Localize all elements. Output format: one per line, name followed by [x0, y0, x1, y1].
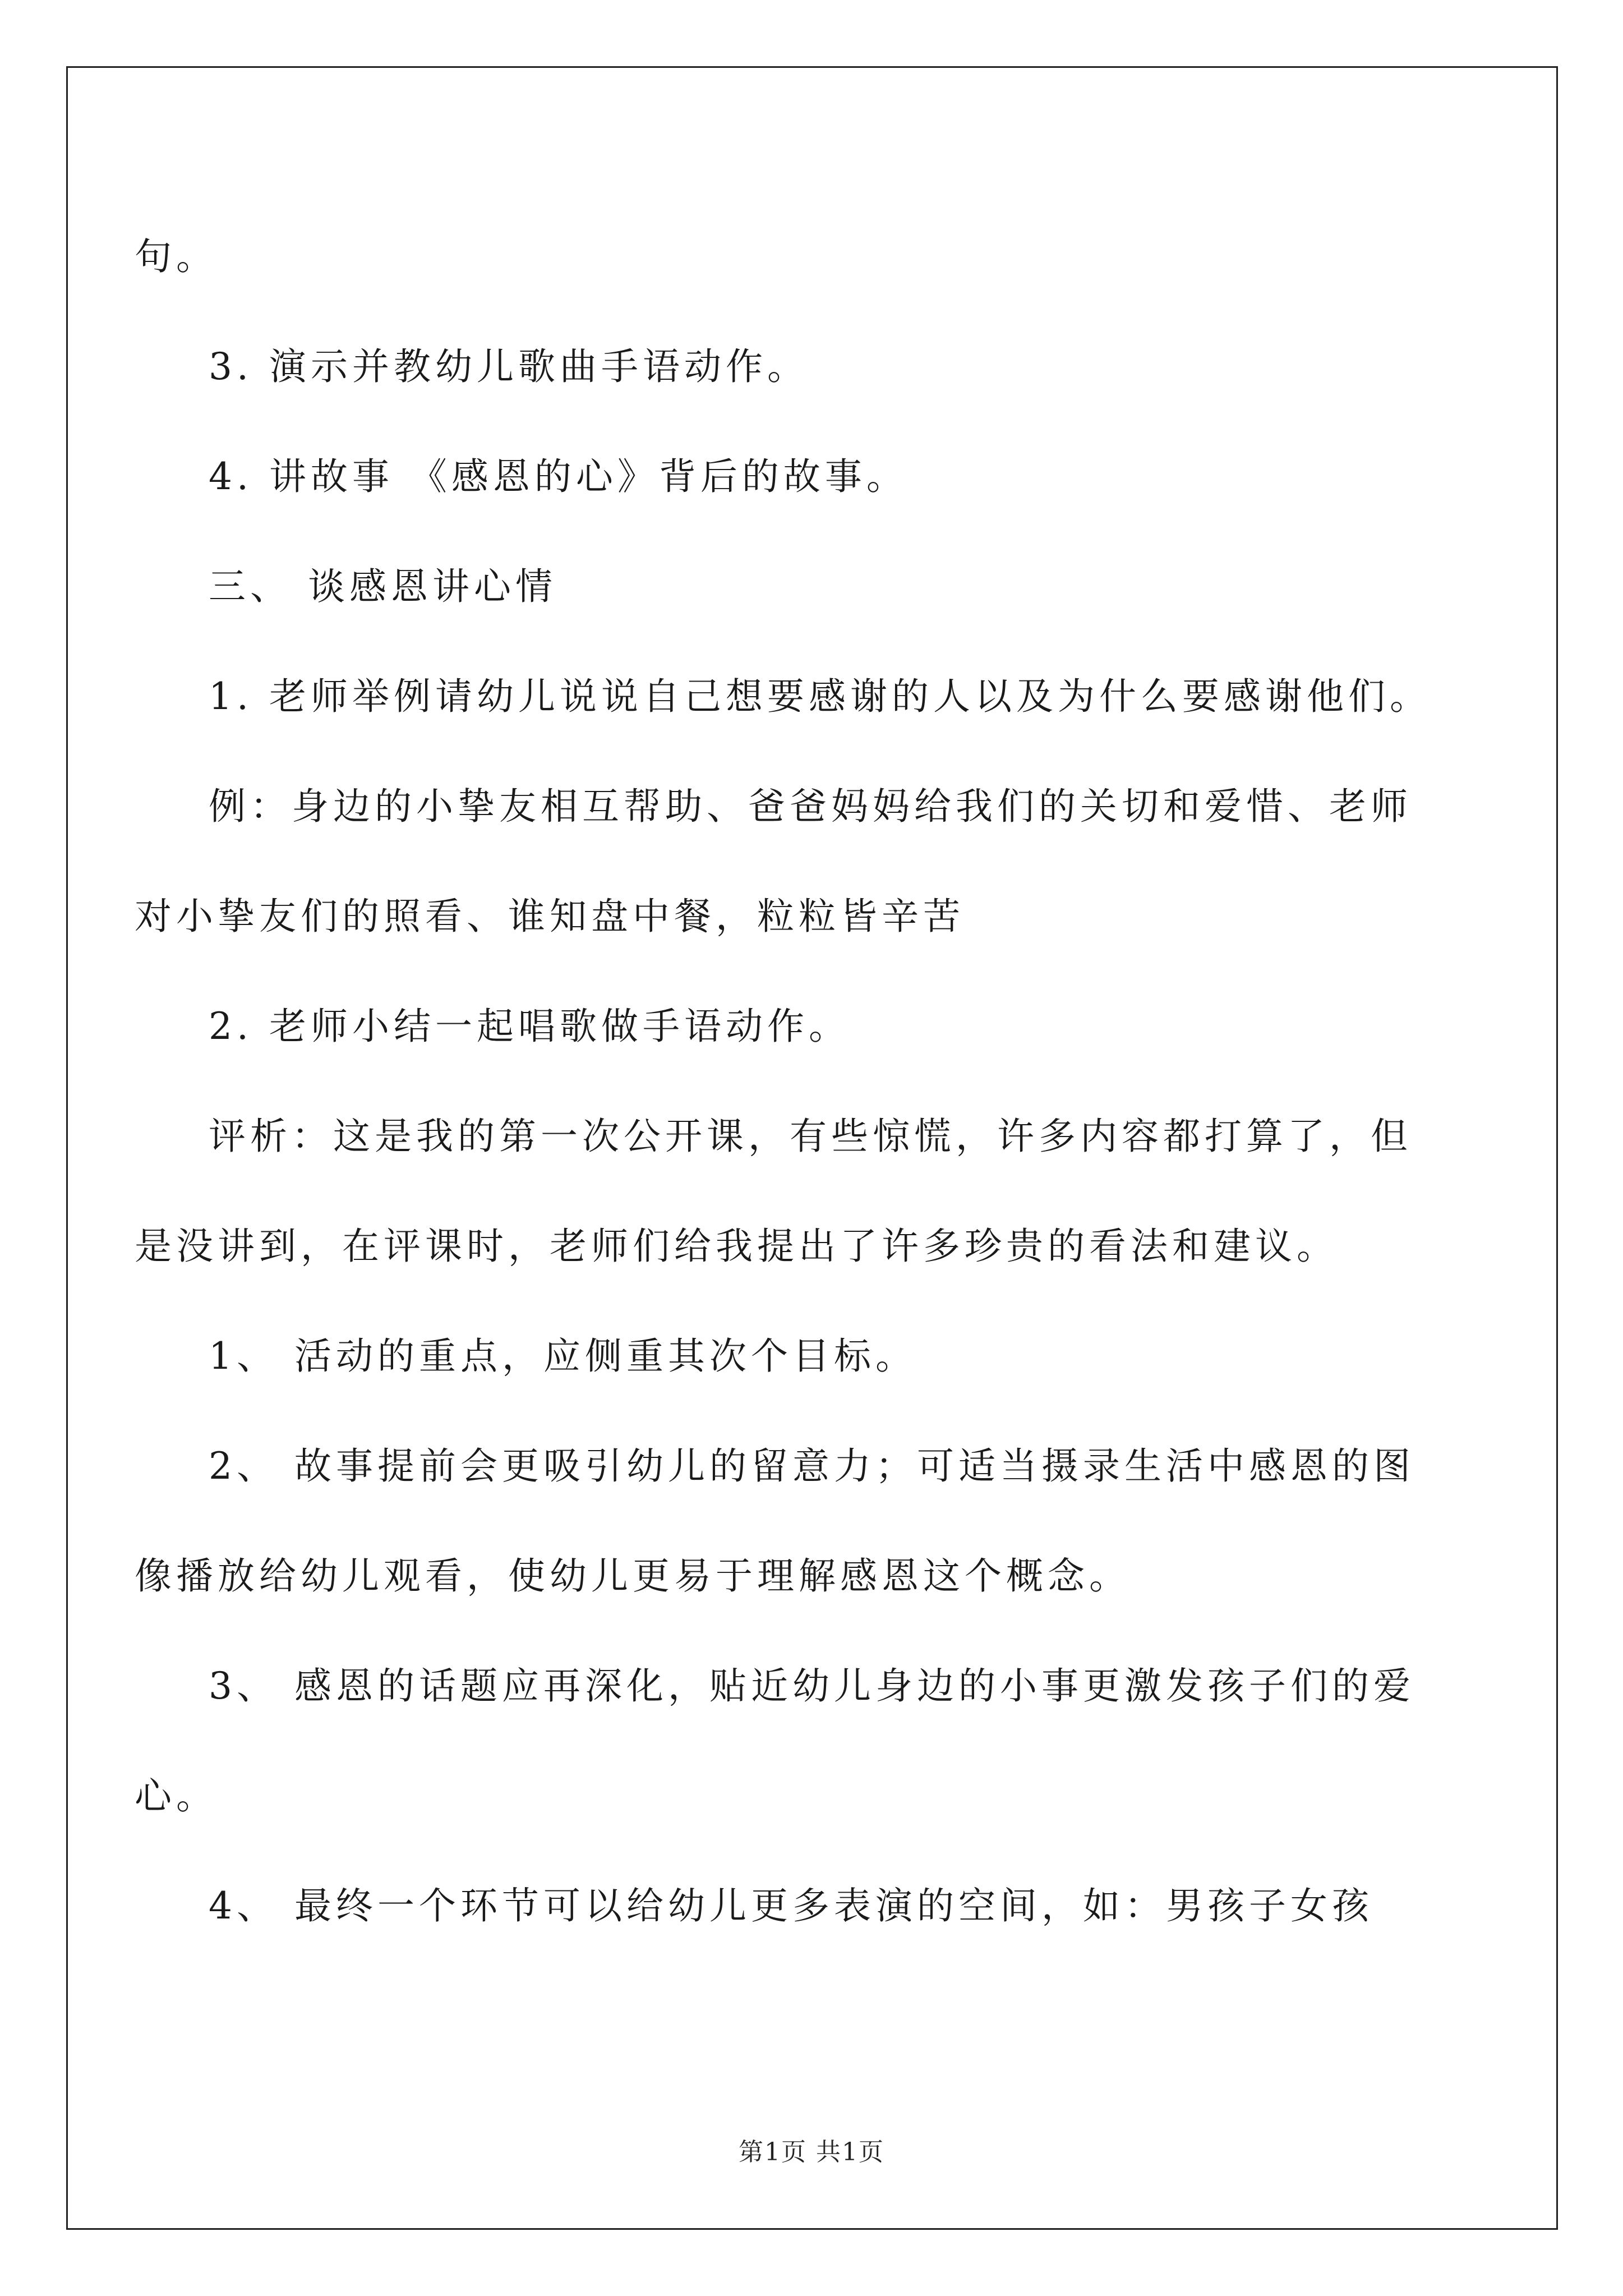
paragraph-12: 4、 最终一个环节可以给幼儿更多表演的空间，如：男孩子女孩	[209, 1884, 1373, 1927]
section-heading: 三、 谈感恩讲心情	[209, 565, 557, 608]
paragraph-2: 3. 演示并教幼儿歌曲手语动作。	[209, 345, 809, 388]
paragraph-8: 评析：这是我的第一次公开课，有些惊慌，许多内容都打算了，但是没讲到，在评课时，老师们给我提出了许多珍贵的看法和建议。	[135, 1115, 1412, 1268]
paragraph-5: 1. 老师举例请幼儿说说自己想要感谢的人以及为什么要感谢他们。	[209, 675, 1431, 718]
page-number-footer: 第1页 共1页	[739, 2138, 884, 2166]
paragraph-3: 4. 讲故事 《感恩的心》背后的故事。	[209, 455, 908, 498]
paragraph-1: 句。	[135, 235, 218, 278]
document-body	[135, 202, 1436, 1961]
paragraph-7: 2. 老师小结一起唱歌做手语动作。	[209, 1005, 850, 1048]
paragraph-11: 3、 感恩的话题应再深化，贴近幼儿身边的小事更激发孩子们的爱心。	[135, 1664, 1415, 1818]
paragraph-6: 例：身边的小挚友相互帮助、爸爸妈妈给我们的关切和爱惜、老师对小挚友们的照看、谁知盘中餐，粒粒皆辛苦	[135, 785, 1412, 938]
paragraph-10: 2、 故事提前会更吸引幼儿的留意力；可适当摄录生活中感恩的图像播放给幼儿观看，使幼儿更易于理解感恩这个概念。	[135, 1444, 1415, 1598]
paragraph-9: 1、 活动的重点，应侧重其次个目标。	[209, 1335, 917, 1378]
